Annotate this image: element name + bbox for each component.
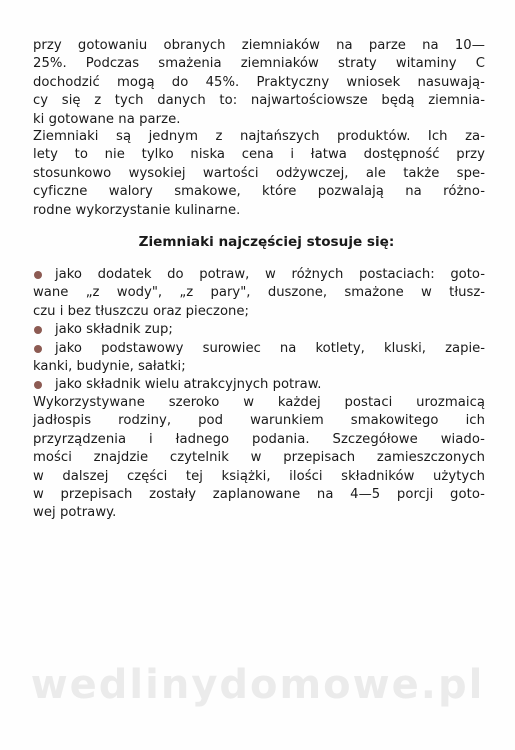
bullet-dot-icon [34,345,42,353]
paragraph-line: cyficzne walory smakowe, które pozwalają na różno- [33,184,485,200]
usage-list [33,266,485,395]
paragraph-line: ki gotowane na parze. [33,111,181,127]
list-item-line: wane „z wody", „z pary", duszone, smażone w tłusz- [33,285,485,301]
list-item [33,321,485,339]
paragraph-line: rodne wykorzystanie kulinarne. [33,202,241,218]
paragraph-line: dochodzić mogą do 45%. Praktyczny wniosek nasuwają- [33,74,485,90]
paragraph-line: przyrządzenia i ładnego podania. Szczegółowe wiado- [33,431,485,447]
list-item-line: jako składnik zup; [55,322,173,338]
list-item-line: czu i bez tłuszczu oraz pieczone; [33,303,249,319]
paragraph-line: Wykorzystywane szeroko w każdej postaci urozmaicą [33,395,485,410]
paragraph-line: Ziemniaki są jednym z najtańszych produktów. Ich za- [33,129,485,144]
paragraph-line: jadłospis rodziny, pod warunkiem smakowitego ich [33,413,485,429]
list-item [33,376,485,394]
paragraph-line: lety to nie tylko niska cena i łatwa dostępność przy [33,147,485,163]
list-item-line: kanki, budynie, sałatki; [33,359,186,375]
list-item [33,340,485,377]
paragraph-serving-notes [33,394,485,523]
bullet-dot-icon [34,271,42,279]
list-item-line: jako dodatek do potraw, w różnych postaciach: goto- [55,267,485,282]
paragraph-potato-advantages [33,128,485,220]
paragraph-line: w przepisach zostały zaplanowane na 4—5 porcji goto- [33,487,485,503]
paragraph-line: stosunkowo wysokiej wartości odżywczej, ale także spe- [33,165,485,181]
paragraph-line: mości znajdzie czytelnik w przepisach zamieszczonych [33,450,485,466]
list-item-line: jako podstawowy surowiec na kotlety, kluski, zapie- [55,340,485,356]
section-heading: Ziemniaki najczęściej stosuje się: [138,234,395,250]
paragraph-line: wej potrawy. [33,505,117,521]
list-item [33,266,485,321]
paragraph-vitamin-losses [33,37,485,129]
paragraph-line: w dalszej części tej książki, ilości składników użytych [33,468,485,484]
paragraph-line: cy się z tych danych to: najwartościowsze będą ziemnia- [33,93,485,109]
list-item-line: jako składnik wielu atrakcyjnych potraw. [55,377,322,393]
site-watermark: wedlinydomowe.pl [30,662,485,708]
paragraph-line: 25%. Podczas smażenia ziemniaków straty witaminy C [33,56,485,72]
paragraph-line: przy gotowaniu obranych ziemniaków na parze na 10— [33,38,485,53]
